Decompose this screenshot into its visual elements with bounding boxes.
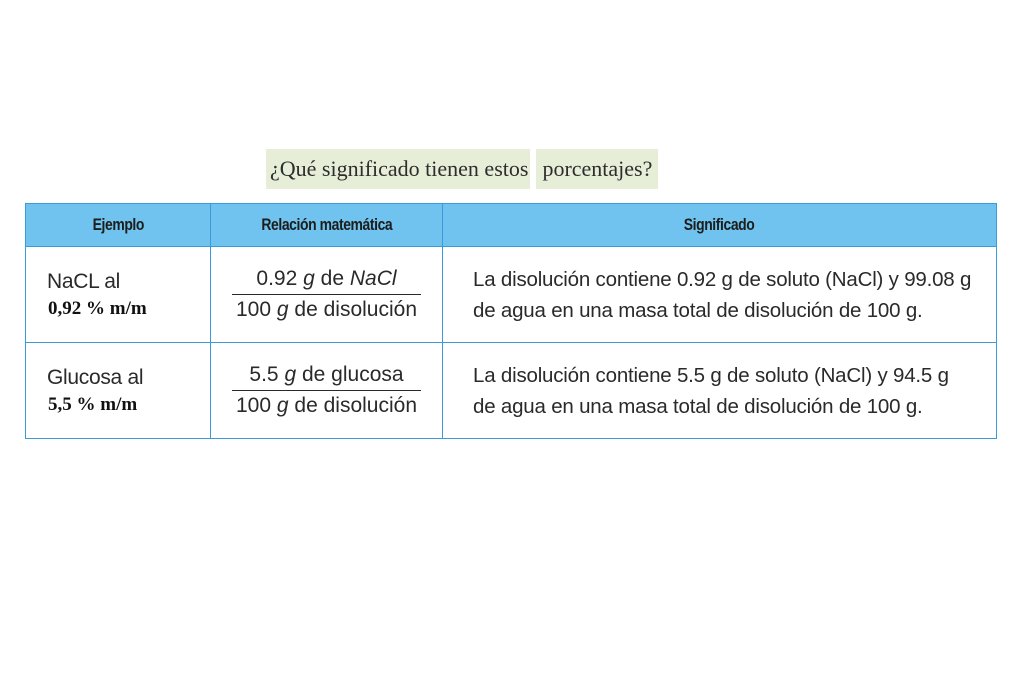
fraction-denominator: 100 g de disolución: [235, 298, 417, 321]
fraction: [232, 266, 421, 323]
relation-cell: [211, 247, 443, 343]
table-row: [26, 343, 997, 439]
header-ejemplo: Ejemplo: [26, 204, 211, 247]
table-header-row: [26, 204, 997, 247]
question-text-part1: ¿Qué significado tienen estos: [266, 149, 530, 189]
example-cell: [26, 343, 211, 439]
meaning-cell: [443, 343, 997, 439]
fraction-denominator: 100 g de disolución: [235, 394, 417, 417]
question-heading: [266, 149, 658, 189]
header-relacion: Relación matemática: [211, 204, 443, 247]
example-percentage: 0,92 % m/m: [48, 297, 147, 319]
question-text-part2: porcentajes?: [536, 149, 658, 189]
header-significado: Significado: [443, 204, 997, 247]
example-name: NaCL al: [47, 269, 120, 293]
fraction-numerator: 0.92 g de NaCl: [232, 266, 421, 295]
percentages-table: [25, 203, 997, 439]
relation-cell: [211, 343, 443, 439]
example-percentage: 5,5 % m/m: [48, 393, 138, 415]
fraction: [232, 362, 421, 419]
example-cell: [26, 247, 211, 343]
meaning-text: La disolución contiene 5.5 g de soluto (NaCl) y 94.5 g de agua en una masa total de disolución de 100 g.: [473, 363, 949, 418]
meaning-cell: [443, 247, 997, 343]
fraction-numerator: 5.5 g de glucosa: [232, 362, 421, 391]
meaning-text: La disolución contiene 0.92 g de soluto (NaCl) y 99.08 g de agua en una masa total de disolución de 100 g.: [473, 267, 972, 322]
example-name: Glucosa al: [47, 365, 144, 389]
table-row: [26, 247, 997, 343]
